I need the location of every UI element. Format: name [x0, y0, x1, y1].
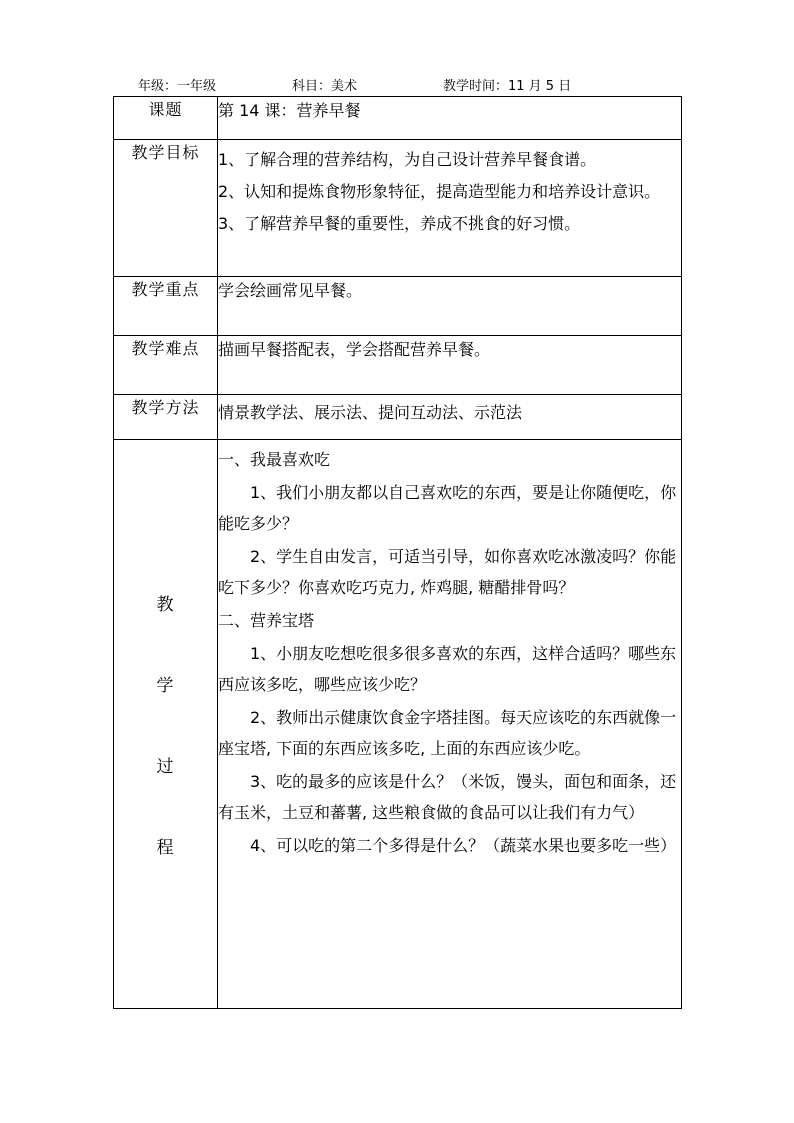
- methods-value: 情景教学法、展示法、提问互动法、示范法: [218, 395, 682, 440]
- process-label-char: 程: [156, 838, 175, 858]
- table-row: [114, 395, 682, 440]
- difficulties-label: 教学难点: [114, 336, 218, 395]
- goals-label: 教学目标: [114, 140, 218, 277]
- topic-label: 课题: [114, 97, 218, 140]
- table-row: [114, 440, 682, 1009]
- topic-value: 第 14 课：营养早餐: [218, 97, 682, 140]
- process-content: [218, 440, 682, 1009]
- process-paragraph: 4、可以吃的第二个多得是什么？（蔬菜水果也要多吃一些）: [250, 836, 677, 855]
- process-label-char: 过: [156, 757, 175, 777]
- methods-label: 教学方法: [114, 395, 218, 440]
- grade-label: 年级：一年级: [138, 79, 217, 94]
- goal-item: 3、了解营养早餐的重要性，养成不挑食的好习惯。: [218, 214, 581, 233]
- key-points-value: 学会绘画常见早餐。: [218, 277, 682, 336]
- table-row: [114, 97, 682, 140]
- goal-item: 2、认知和提炼食物形象特征，提高造型能力和培养设计意识。: [218, 182, 661, 201]
- process-paragraph: 2、学生自由发言，可适当引导，如你喜欢吃冰激凌吗？你能吃下多少？你喜欢吃巧克力, 炸鸡腿, 糖醋排骨吗？: [218, 547, 677, 597]
- table-row: [114, 336, 682, 395]
- goal-item: 1、了解合理的营养结构，为自己设计营养早餐食谱。: [218, 150, 597, 169]
- table-row: [114, 277, 682, 336]
- process-label: [114, 440, 218, 1009]
- difficulties-value: 描画早餐搭配表，学会搭配营养早餐。: [218, 336, 682, 395]
- process-section-heading: 一、我最喜欢吃: [218, 450, 331, 469]
- process-label-char: 学: [156, 676, 175, 696]
- key-points-label: 教学重点: [114, 277, 218, 336]
- process-paragraph: 1、小朋友吃想吃很多很多喜欢的东西，这样合适吗？哪些东西应该多吃，哪些应该少吃？: [218, 644, 677, 694]
- process-paragraph: 3、吃的最多的应该是什么？（米饭，馒头，面包和面条，还有玉米，土豆和蕃薯, 这些粮食做的食品可以让我们有力气）: [218, 772, 677, 822]
- process-section-heading: 二、营养宝塔: [218, 611, 315, 630]
- goals-content: [218, 140, 682, 277]
- process-paragraph: 2、教师出示健康饮食金字塔挂图。每天应该吃的东西就像一座宝塔, 下面的东西应该多吃, 上面的东西应该少吃。: [218, 708, 677, 758]
- process-label-char: 教: [156, 595, 175, 615]
- table-row: [114, 140, 682, 277]
- lesson-plan-table: [113, 96, 682, 1009]
- subject-label: 科目：美术: [292, 79, 358, 94]
- process-paragraph: 1、我们小朋友都以自己喜欢吃的东西，要是让你随便吃，你能吃多少？: [218, 483, 677, 533]
- teaching-time-label: 教学时间：11 月 5 日: [443, 79, 572, 94]
- document-header: [138, 75, 698, 95]
